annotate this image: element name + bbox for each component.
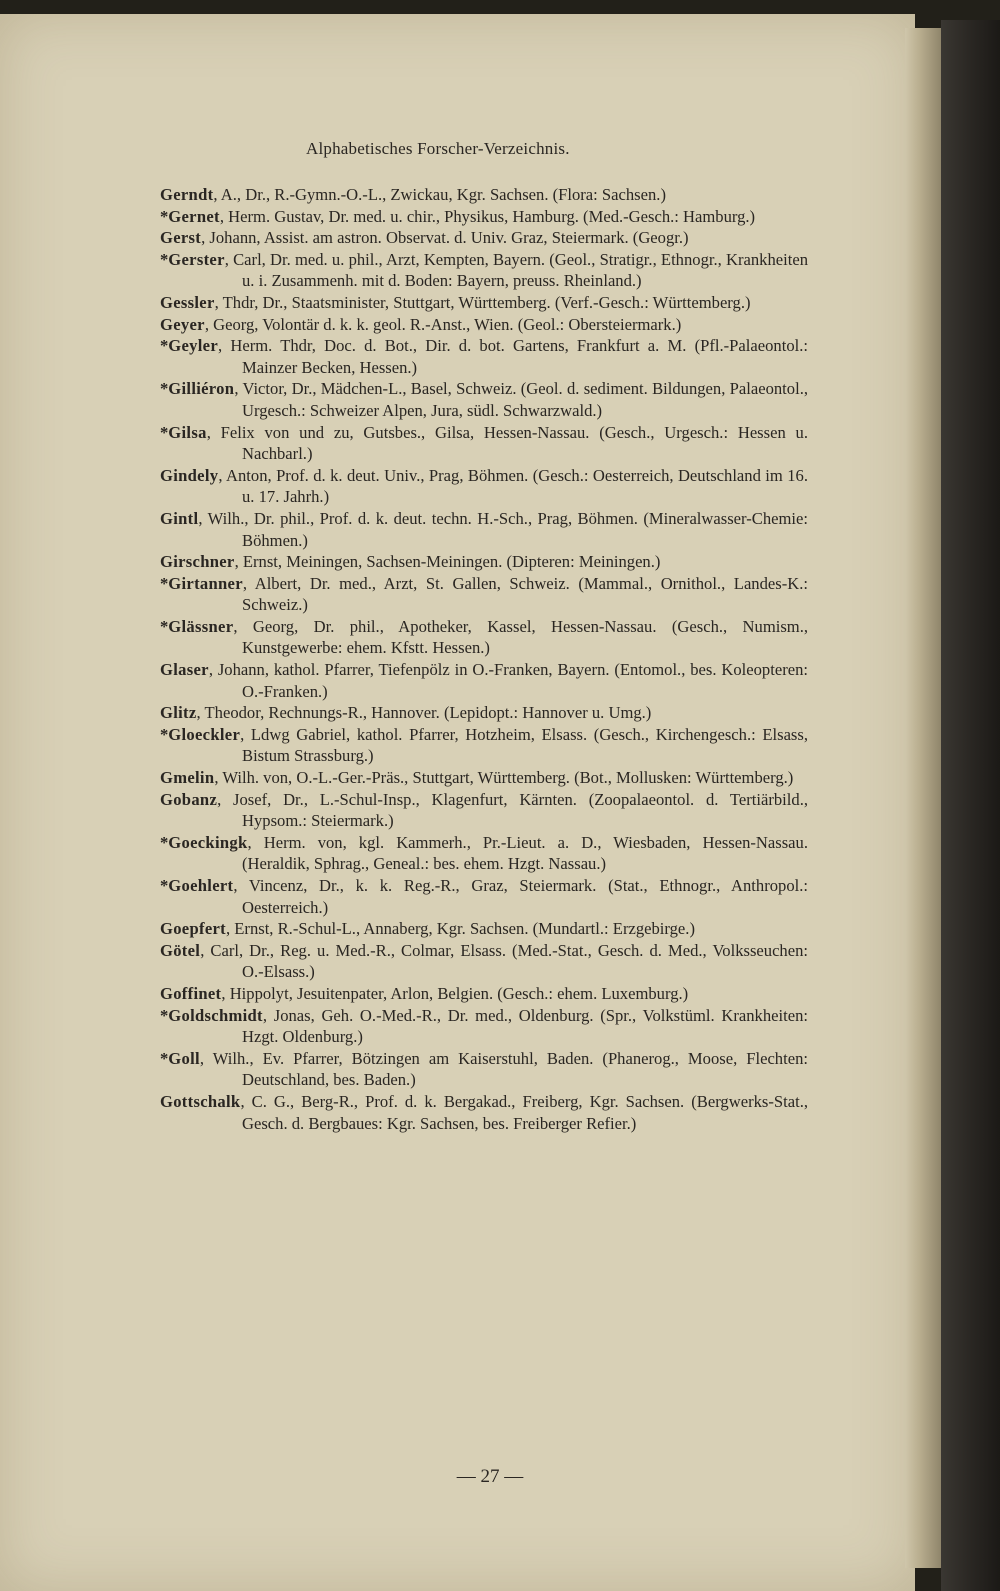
- page-edge: [905, 28, 941, 1568]
- entry-details: , Georg, Dr. phil., Apotheker, Kassel, Hessen-Nassau. (Gesch., Numism., Kunstgewerbe: ehem. Kfstt. Hessen.): [233, 616, 808, 658]
- directory-entry: [160, 551, 808, 573]
- entry-marker: *: [160, 379, 169, 399]
- entry-marker: *: [160, 249, 169, 269]
- directory-entry: [160, 983, 808, 1005]
- entry-details: , Vincenz, Dr., k. k. Reg.-R., Graz, Steiermark. (Stat., Ethnogr., Anthropol.: Oesterreich.): [233, 876, 808, 917]
- entry-name: Glaser: [160, 660, 209, 680]
- entry-details: , Herm. Gustav, Dr. med. u. chir., Physikus, Hamburg. (Med.-Gesch.: Hamburg.): [219, 206, 756, 226]
- entry-name: Glässner: [168, 616, 234, 636]
- entry-name: Gerst: [160, 228, 202, 248]
- directory-entry: [160, 227, 808, 249]
- directory-entry: [160, 249, 808, 292]
- entry-name: Gottschalk: [160, 1091, 241, 1111]
- entry-name: Glitz: [160, 703, 197, 723]
- entry-name: Gobanz: [160, 789, 218, 809]
- entry-name: Girtanner: [168, 573, 243, 593]
- directory-entry: [160, 465, 808, 508]
- entry-details: , Herm. von, kgl. Kammerh., Pr.-Lieut. a. D., Wiesbaden, Hessen-Nassau. (Heraldik, Sphrag., Geneal.: bes. ehem. Hzgt. Nassau.): [242, 832, 808, 874]
- entry-name: Girschner: [160, 552, 235, 572]
- directory-entry: [160, 616, 808, 659]
- entry-marker: *: [160, 336, 169, 356]
- book-binding: [941, 20, 1000, 1591]
- entry-name: Gessler: [160, 292, 215, 312]
- entry-details: , Theodor, Rechnungs-R., Hannover. (Lepidopt.: Hannover u. Umg.): [196, 703, 652, 723]
- entry-details: , Albert, Dr. med., Arzt, St. Gallen, Schweiz. (Mammal., Ornithol., Landes-K.: Schweiz.): [242, 573, 808, 615]
- directory-entry: [160, 314, 808, 336]
- entry-name: Geyer: [160, 314, 205, 334]
- directory-entry: [160, 918, 808, 940]
- directory-entry: [160, 292, 808, 314]
- entry-name: Gerndt: [160, 185, 214, 204]
- entry-details: , C. G., Berg-R., Prof. d. k. Bergakad., Freiberg, Kgr. Sachsen. (Bergwerks-Stat., Gesch. d. Bergbaues: Kgr. Sachsen, bes. Freiberger Refier.): [240, 1091, 808, 1133]
- page-number: — 27 —: [456, 1466, 524, 1487]
- directory-entry: [160, 724, 808, 767]
- directory-entry: [160, 789, 808, 832]
- entry-name: Gintl: [160, 508, 199, 528]
- directory-entry: [160, 832, 808, 875]
- directory-entry: [160, 508, 808, 551]
- entry-name: Goepfert: [160, 919, 226, 939]
- entry-name: Gmelin: [160, 768, 215, 788]
- directory-entry: [160, 875, 808, 918]
- entry-marker: *: [160, 1005, 169, 1025]
- entry-marker: *: [160, 1048, 169, 1068]
- entry-details: , Wilh., Dr. phil., Prof. d. k. deut. techn. H.-Sch., Prag, Böhmen. (Mineralwasser-Chemie: Böhmen.): [198, 508, 808, 550]
- entry-marker: *: [160, 616, 169, 636]
- entry-details: , Felix von und zu, Gutsbes., Gilsa, Hessen-Nassau. (Gesch., Urgesch.: Hessen u. Nachbarl.): [206, 422, 808, 464]
- entry-details: , Ernst, R.-Schul-L., Annaberg, Kgr. Sachsen. (Mundartl.: Erzgebirge.): [225, 919, 695, 939]
- directory-entry: [160, 1048, 808, 1091]
- entry-name: Gindely: [160, 465, 219, 485]
- entry-details: , A., Dr., R.-Gymn.-O.-L., Zwickau, Kgr. Sachsen. (Flora: Sachsen.): [213, 185, 666, 204]
- directory-entry: [160, 422, 808, 465]
- entry-name: Gilsa: [168, 422, 207, 442]
- entry-details: , Johann, kathol. Pfarrer, Tiefenpölz in O.-Franken, Bayern. (Entomol., bes. Koleopteren: O.-Franken.): [208, 660, 808, 701]
- directory-entry: [160, 206, 808, 228]
- directory-entry: [160, 1005, 808, 1048]
- entry-name: Goeckingk: [168, 832, 248, 852]
- entry-details: , Ernst, Meiningen, Sachsen-Meiningen. (Dipteren: Meiningen.): [234, 552, 661, 572]
- directory-entry: [160, 702, 808, 724]
- entry-details: , Carl, Dr., Reg. u. Med.-R., Colmar, Elsass. (Med.-Stat., Gesch. d. Med., Volksseuchen: O.-Elsass.): [200, 940, 808, 982]
- entry-marker: *: [160, 573, 169, 593]
- entry-details: , Herm. Thdr, Doc. d. Bot., Dir. d. bot. Gartens, Frankfurt a. M. (Pfl.-Palaeontol.: Mainzer Becken, Hessen.): [218, 336, 808, 377]
- entry-details: , Georg, Volontär d. k. k. geol. R.-Anst., Wien. (Geol.: Obersteiermark.): [204, 314, 682, 334]
- running-header: Alphabetisches Forscher-Verzeichnis.: [306, 139, 570, 158]
- directory-entry: [160, 767, 808, 789]
- entry-list: [160, 184, 808, 1134]
- entry-details: , Ldwg Gabriel, kathol. Pfarrer, Hotzheim, Elsass. (Gesch., Kirchengesch.: Elsass, Bistum Strassburg.): [240, 724, 808, 766]
- entry-details: , Wilh., Ev. Pfarrer, Bötzingen am Kaiserstuhl, Baden. (Phanerog., Moose, Flechten: Deutschland, bes. Baden.): [199, 1048, 808, 1090]
- directory-entry: [160, 1091, 808, 1134]
- entry-details: , Thdr, Dr., Staatsminister, Stuttgart, Württemberg. (Verf.-Gesch.: Württemberg.): [214, 292, 751, 312]
- entry-marker: *: [160, 724, 169, 744]
- entry-name: Gerster: [168, 249, 225, 269]
- entry-name: Goffinet: [160, 983, 222, 1003]
- entry-name: Goldschmidt: [168, 1005, 263, 1025]
- entry-details: , Jonas, Geh. O.-Med.-R., Dr. med., Oldenburg. (Spr., Volkstüml. Krankheiten: Hzgt. Oldenburg.): [242, 1005, 808, 1047]
- entry-details: , Johann, Assist. am astron. Observat. d. Univ. Graz, Steiermark. (Geogr.): [201, 228, 689, 248]
- directory-entry: [160, 659, 808, 702]
- entry-name: Goehlert: [168, 876, 234, 895]
- directory-entry: [160, 378, 808, 421]
- entry-marker: *: [160, 876, 169, 895]
- entry-name: Götel: [160, 940, 201, 960]
- entry-details: , Josef, Dr., L.-Schul-Insp., Klagenfurt, Kärnten. (Zoopalaeontol. d. Tertiärbild., Hypsom.: Steiermark.): [217, 789, 808, 831]
- directory-entry: [160, 335, 808, 378]
- entry-marker: *: [160, 422, 169, 442]
- entry-name: Gloeckler: [168, 724, 241, 744]
- entry-details: , Victor, Dr., Mädchen-L., Basel, Schweiz. (Geol. d. sediment. Bildungen, Palaeontol., Urgesch.: Schweizer Alpen, Jura, südl. Schwarzwald.): [234, 379, 808, 420]
- book-page: [0, 14, 915, 1591]
- entry-details: , Wilh. von, O.-L.-Ger.-Präs., Stuttgart, Württemberg. (Bot., Mollusken: Württemberg.): [214, 768, 794, 788]
- entry-marker: *: [160, 206, 169, 226]
- entry-details: , Carl, Dr. med. u. phil., Arzt, Kempten, Bayern. (Geol., Stratigr., Ethnogr., Krankheiten u. i. Zusammenh. mit d. Boden: Bayern, preuss. Rheinland.): [224, 249, 808, 291]
- directory-entry: [160, 184, 808, 206]
- entry-details: , Hippolyt, Jesuitenpater, Arlon, Belgien. (Gesch.: ehem. Luxemburg.): [221, 983, 689, 1003]
- entry-marker: *: [160, 832, 169, 852]
- directory-entry: [160, 573, 808, 616]
- entry-name: Gilliéron: [168, 379, 235, 399]
- entry-name: Goll: [168, 1048, 200, 1068]
- entry-name: Gernet: [168, 206, 220, 226]
- entry-name: Geyler: [168, 336, 219, 356]
- directory-entry: [160, 940, 808, 983]
- entry-details: , Anton, Prof. d. k. deut. Univ., Prag, Böhmen. (Gesch.: Oesterreich, Deutschland im 16. u. 17. Jahrh.): [218, 465, 808, 507]
